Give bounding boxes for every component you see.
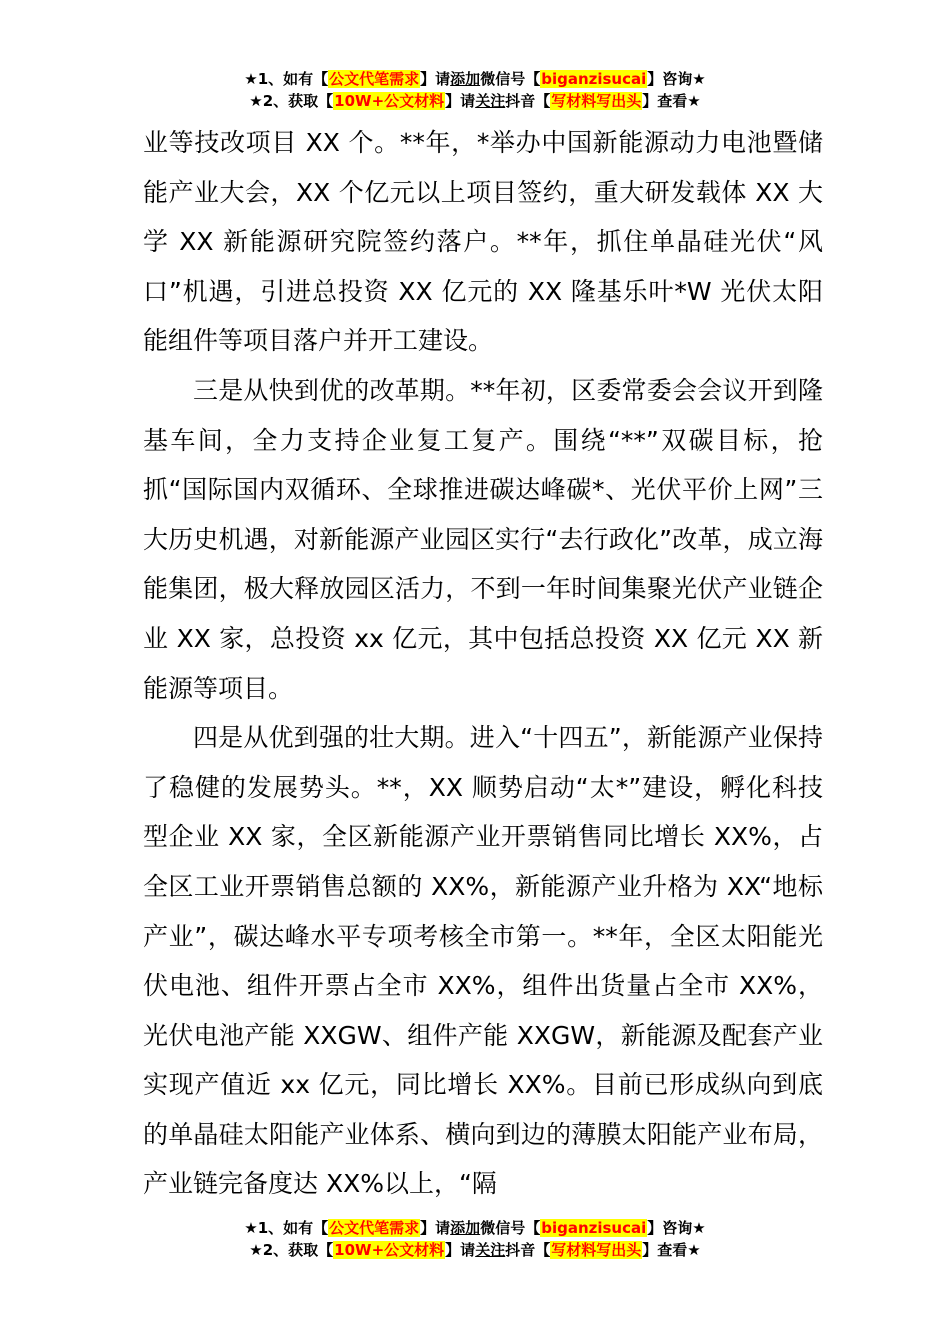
document-body bbox=[143, 118, 823, 1209]
banner-line-1: ★1、如有【公文代笔需求】请添加微信号【biganzisucai】咨询★ bbox=[244, 1219, 706, 1237]
star-icon: ★ bbox=[687, 92, 701, 110]
star-icon: ★ bbox=[692, 70, 706, 88]
banner-line-2: ★2、获取【10W+公文材料】请关注抖音【写材料写出头】查看★ bbox=[249, 1241, 701, 1259]
highlight-materials: 10W+公文材料 bbox=[334, 92, 445, 110]
highlight-service: 公文代笔需求 bbox=[329, 1219, 420, 1237]
paragraph-reform-period: 三是从快到优的改革期。**年初，区委常委会会议开到隆基车间，全力支持企业复工复产。围绕“**”双碳目标，抢抓“国际国内双循环、全球推进碳达峰碳*、光伏平价上网”三大历史机遇，对新能源产业园区实行“去行政化”改革，成立海能集团，极大释放园区活力，不到一年时间集聚光伏产业链企业 XX 家，总投资 xx 亿元，其中包括总投资 XX 亿元 XX 新能源等项目。 bbox=[143, 375, 823, 703]
highlight-douyin-account: 写材料写出头 bbox=[551, 1241, 642, 1259]
highlight-wechat-id: biganzisucai bbox=[541, 70, 647, 88]
paragraph-continuation: 业等技改项目 XX 个。**年，*举办中国新能源动力电池暨储能产业大会，XX 个亿元以上项目签约，重大研发载体 XX 大学 XX 新能源研究院签约落户。**年，抓住单晶硅光伏“风口”机遇，引进总投资 XX 亿元的 XX 隆基乐叶*W 光伏太阳能组件等项目落户并开工建设。 bbox=[143, 128, 823, 356]
star-icon: ★ bbox=[244, 1219, 258, 1237]
footer-banner bbox=[0, 1217, 950, 1261]
banner-line-2: ★2、获取【10W+公文材料】请关注抖音【写材料写出头】查看★ bbox=[249, 92, 701, 110]
star-icon: ★ bbox=[244, 70, 258, 88]
highlight-materials: 10W+公文材料 bbox=[334, 1241, 445, 1259]
highlight-service: 公文代笔需求 bbox=[329, 70, 420, 88]
star-icon: ★ bbox=[687, 1241, 701, 1259]
paragraph-growth-period: 四是从优到强的壮大期。进入“十四五”，新能源产业保持了稳健的发展势头。**，XX 顺势启动“太*”建设，孵化科技型企业 XX 家，全区新能源产业开票销售同比增长 XX%，占全区工业开票销售总额的 XX%，新能源产业升格为 XX“地标产业”，碳达峰水平专项考核全市第一。**年，全区太阳能光伏电池、组件开票占全市 XX%，组件出货量占全市 XX%，光伏电池产能 XXGW、组件产能 XXGW，新能源及配套产业实现产值近 xx 亿元，同比增长 XX%。目前已形成纵向到底的单晶硅太阳能产业体系、横向到边的薄膜太阳能产业布局，产业链完备度达 XX%以上，“隔 bbox=[143, 723, 823, 1199]
header-banner bbox=[0, 68, 950, 112]
star-icon: ★ bbox=[249, 1241, 263, 1259]
highlight-wechat-id: biganzisucai bbox=[541, 1219, 647, 1237]
highlight-douyin-account: 写材料写出头 bbox=[551, 92, 642, 110]
banner-line-1: ★1、如有【公文代笔需求】请添加微信号【biganzisucai】咨询★ bbox=[244, 70, 706, 88]
star-icon: ★ bbox=[249, 92, 263, 110]
star-icon: ★ bbox=[692, 1219, 706, 1237]
